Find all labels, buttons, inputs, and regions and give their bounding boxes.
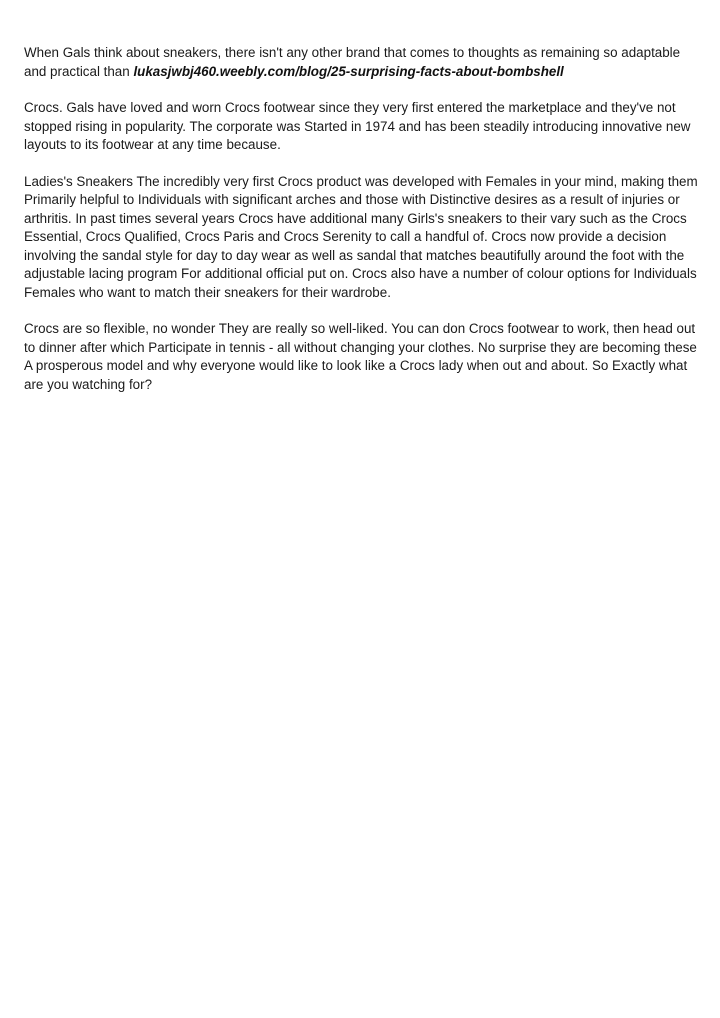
paragraph-ladies-sneakers: Ladies's Sneakers The incredibly very first Crocs product was developed with Females in your mind, making them Primarily helpful to Individuals with significant arches and those with Distinctive desires as a result of injuries or arthritis. In past times several years Crocs have additional many Girls's sneakers to their vary such as the Crocs Essential, Crocs Qualified, Crocs Paris and Crocs Serenity to call a handful of. Crocs now provide a decision involving the sandal style for day to day wear as well as sandal that matches beautifully around the foot with the adjustable lacing program For additional official put on. Crocs also have a number of colour options for Individuals Females who want to match their sneakers for their wardrobe. xyxy=(24,173,698,300)
paragraph-crocs-history: Crocs. Gals have loved and worn Crocs footwear since they very first entered the marketplace and they've not stopped rising in popularity. The corporate was Started in 1974 and has been steadily introducing innovative new layouts to its footwear at any time because. xyxy=(24,100,691,152)
paragraph-intro-text: When Gals think about sneakers, there isn't any other brand that comes to thoughts as remaining so adaptable and practical than xyxy=(24,45,681,79)
blog-link[interactable]: lukasjwbj460.weebly.com/blog/25-surprising-facts-about-bombshell xyxy=(133,63,564,79)
paragraph-versatility: Crocs are so flexible, no wonder They are really so well-liked. You can don Crocs footwear to work, then head out to dinner after which Participate in tennis - all without changing your clothes. No surprise they are becoming these A prosperous model and why everyone would like to look like a Crocs lady when out and about. So Exactly what are you watching for? xyxy=(24,321,697,392)
document-page xyxy=(24,44,700,412)
paragraph-intro xyxy=(24,44,700,81)
